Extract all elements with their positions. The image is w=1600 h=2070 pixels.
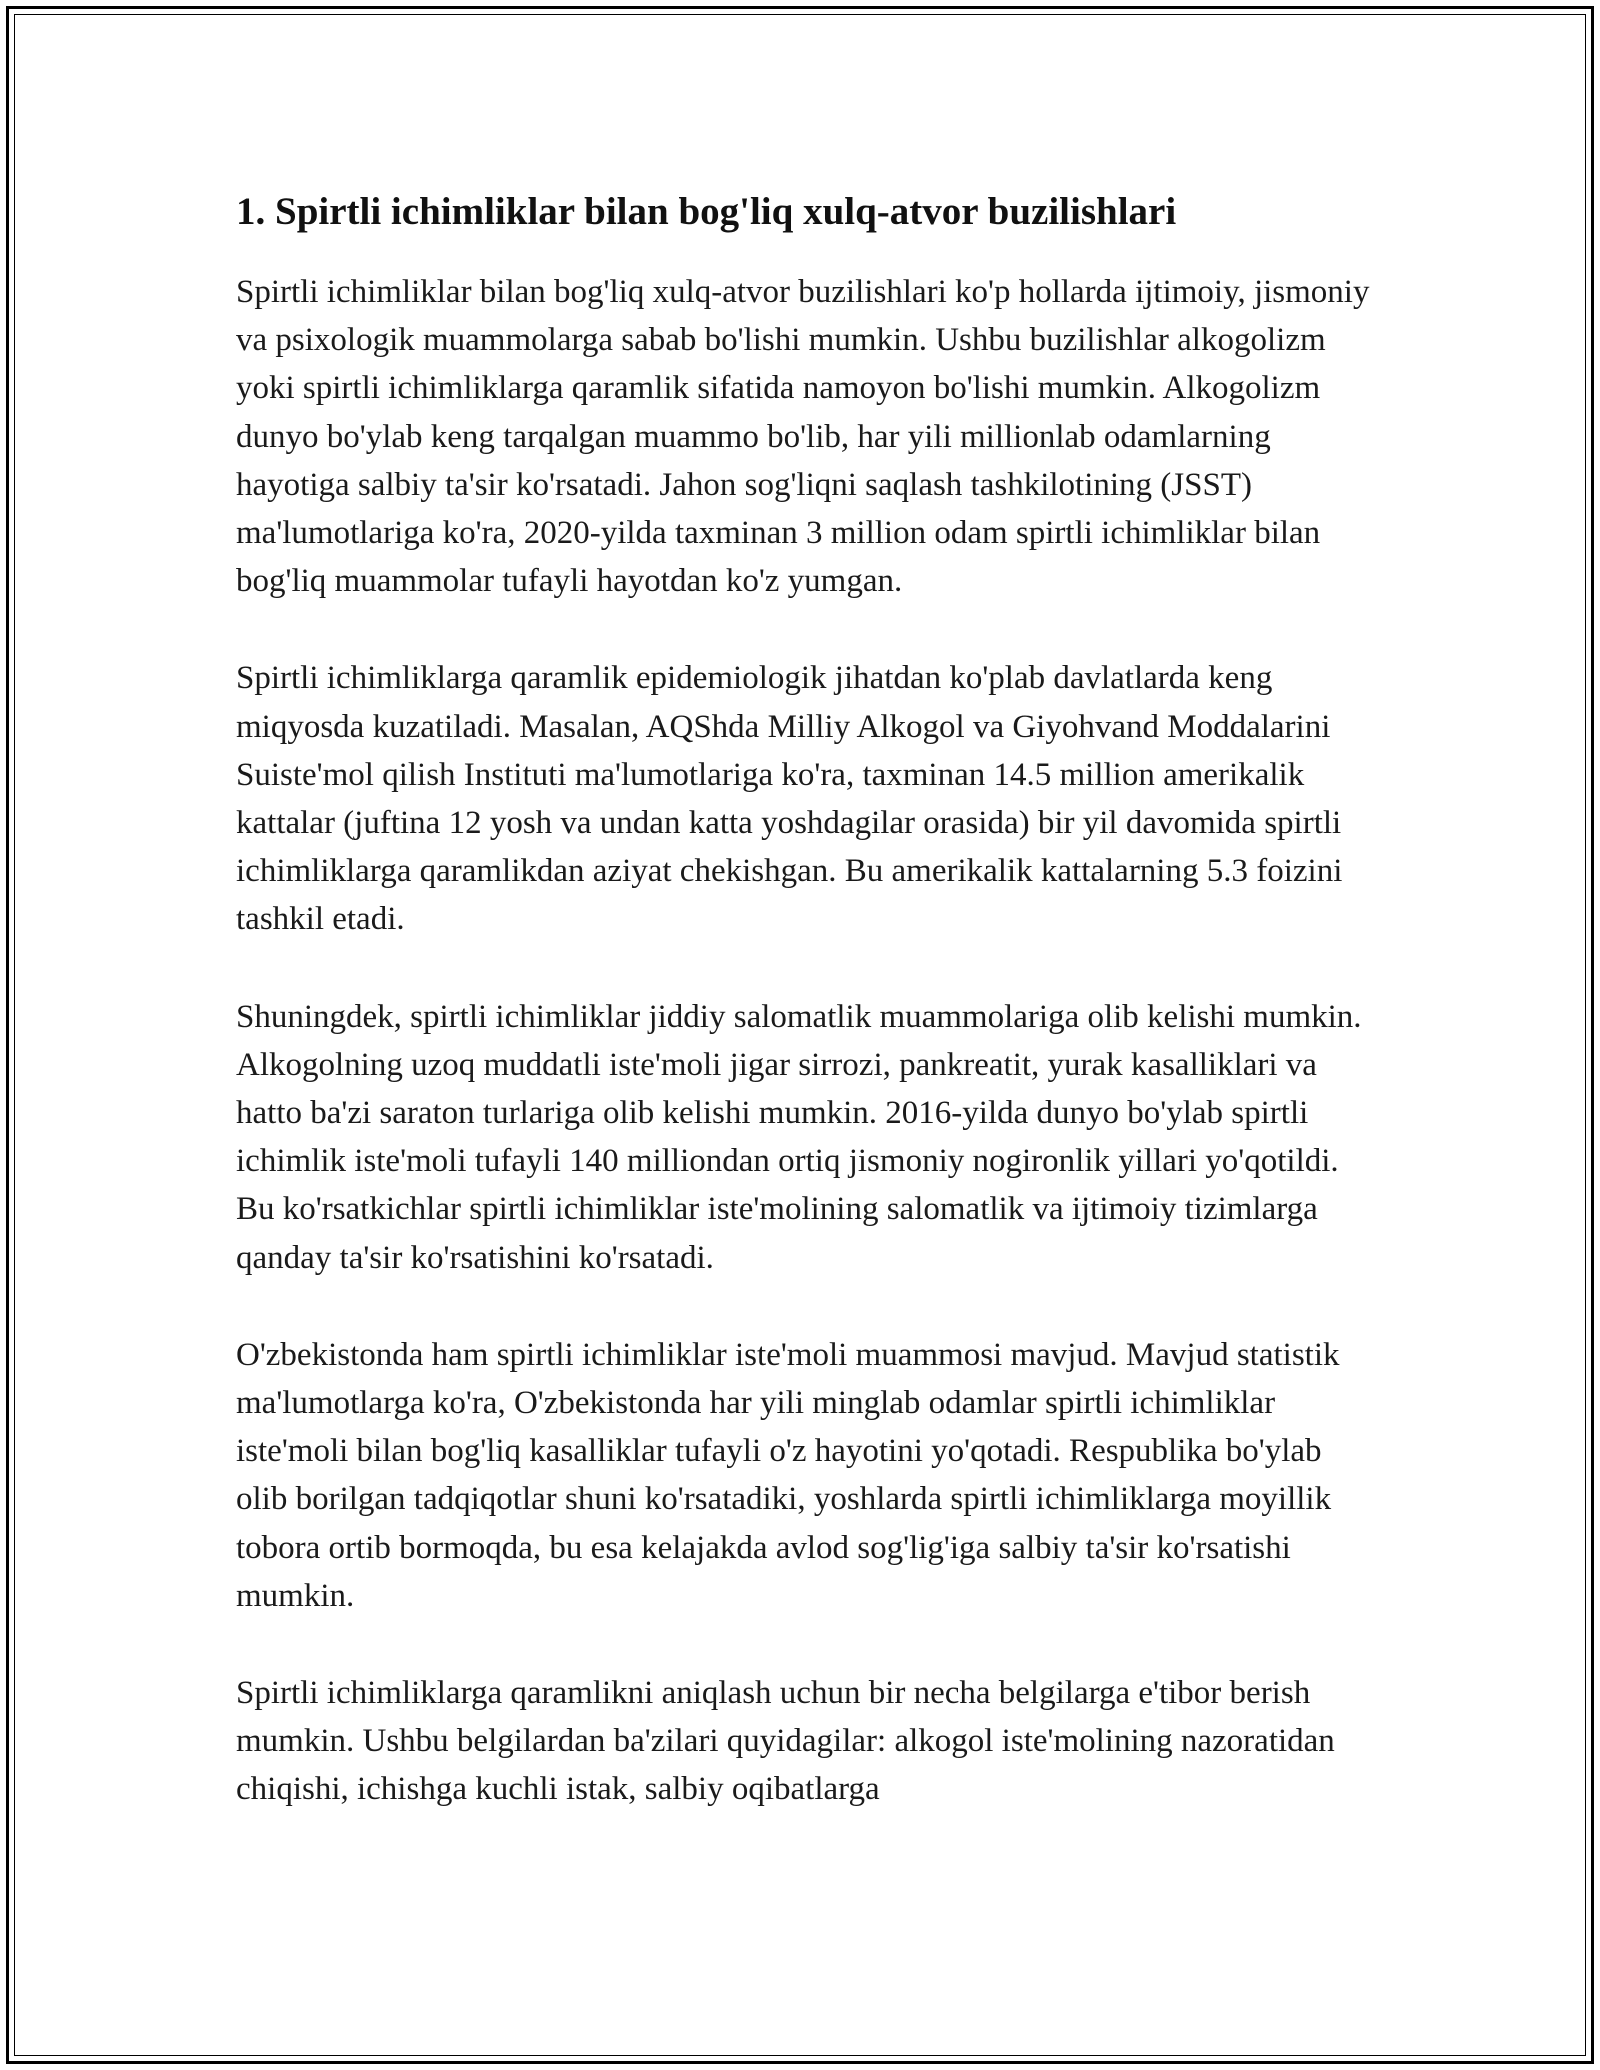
paragraph-5: Spirtli ichimliklarga qaramlikni aniqlash uchun bir necha belgilarga e'tibor berish mumkin. Ushbu belgilardan ba'zilari quyidagilar: alkogol iste'molining nazoratidan chiqishi, ichishga kuchli istak, salbiy oqibatlarga [236,1675,1335,1808]
paragraph-3: Shuningdek, spirtli ichimliklar jiddiy salomatlik muammolariga olib kelishi mumkin. Alkogolning uzoq muddatli iste'moli jigar sirrozi, pankreatit, yurak kasalliklari va hatto ba'zi saraton turlariga olib kelishi mumkin. 2016-yilda dunyo bo'ylab spirtli ichimlik iste'moli tufayli 140 milliondan ortiq jismoniy nogironlik yillari yo'qotildi. Bu ko'rsatkichlar spirtli ichimliklar iste'molining salomatlik va ijtimoiy tizimlarga qanday ta'sir ko'rsatishini ko'rsatadi. [236,998,1362,1276]
paragraph-4: O'zbekistonda ham spirtli ichimliklar iste'moli muammosi mavjud. Mavjud statistik ma'lumotlarga ko'ra, O'zbekistonda har yili minglab odamlar spirtli ichimliklar iste'moli bilan bog'liq kasalliklar tufayli o'z hayotini yo'qotadi. Respublika bo'ylab olib borilgan tadqiqotlar shuni ko'rsatadiki, yoshlarda spirtli ichimliklarga moyillik tobora ortib bormoqda, bu esa kelajakda avlod sog'lig'iga salbiy ta'sir ko'rsatishi mumkin. [236,1336,1340,1614]
paragraph-1: Spirtli ichimliklar bilan bog'liq xulq-atvor buzilishlari ko'p hollarda ijtimoiy, jismoniy va psixologik muammolarga sabab bo'lishi mumkin. Ushbu buzilishlar alkogolizm yoki spirtli ichimliklarga qaramlik sifatida namoyon bo'lishi mumkin. Alkogolizm dunyo bo'ylab keng tarqalgan muammo bo'lib, har yili millionlab odamlarning hayotiga salbiy ta'sir ko'rsatadi. Jahon sog'liqni saqlash tashkilotining (JSST) ma'lumotlariga ko'ra, 2020-yilda taxminan 3 million odam spirtli ichimliklar bilan bog'liq muammolar tufayli hayotdan ko'z yumgan. [236,274,1370,600]
paragraph-2: Spirtli ichimliklarga qaramlik epidemiologik jihatdan ko'plab davlatlarda keng miqyosda kuzatiladi. Masalan, AQShda Milliy Alkogol va Giyohvand Moddalarini Suiste'mol qilish Instituti ma'lumotlariga ko'ra, taxminan 14.5 million amerikalik kattalar (juftina 12 yosh va undan katta yoshdagilar orasida) bir yil davomida spirtli ichimliklarga qaramlikdan aziyat chekishgan. Bu amerikalik kattalarning 5.3 foizini tashkil etadi. [236,660,1343,938]
document-body [236,184,1376,1814]
section-title: 1. Spirtli ichimliklar bilan bog'liq xulq-atvor buzilishlari [236,190,1177,233]
